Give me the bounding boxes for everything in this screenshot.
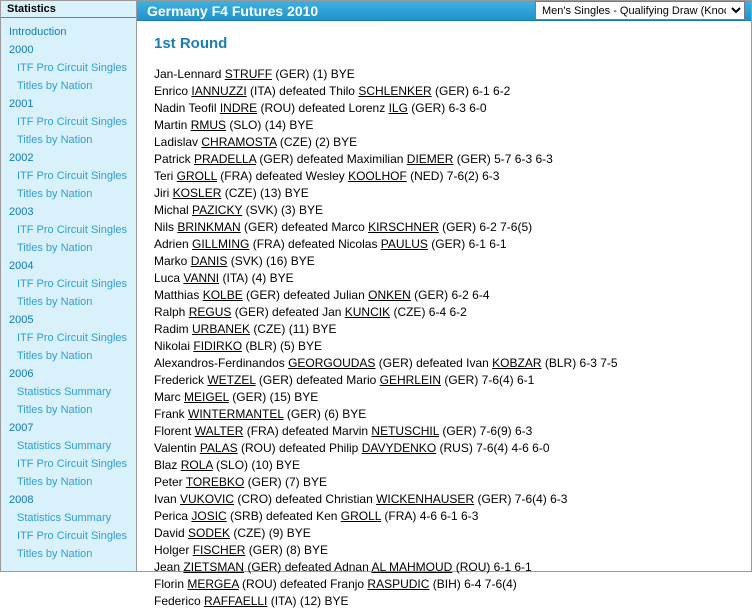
match-row <box>151 440 751 457</box>
match-row <box>151 202 751 219</box>
sidebar-item-label: Introduction <box>9 26 67 38</box>
match-text: (SLO) (10) BYE <box>212 458 301 472</box>
match-text: (GER) defeated Julian <box>242 288 369 302</box>
match-text: (CRO) defeated Christian <box>234 492 377 506</box>
match-score: (GER) 7-6(4) 6-1 <box>441 373 535 387</box>
sidebar-item[interactable] <box>1 545 136 563</box>
match-text: (CZE) (2) BYE <box>276 135 358 149</box>
sidebar-item-label: ITF Pro Circuit Singles <box>17 278 128 290</box>
sidebar-item-label: Titles by Nation <box>17 404 93 416</box>
match-row <box>151 117 751 134</box>
player-link[interactable]: RASPUDIC <box>367 577 430 591</box>
match-text: (BLR) (5) BYE <box>242 339 323 353</box>
sidebar-item-label: Statistics Summary <box>17 512 112 524</box>
sidebar-item-label: ITF Pro Circuit Singles <box>17 62 128 74</box>
player-link[interactable]: KOSLER <box>172 186 222 200</box>
match-row <box>151 168 751 185</box>
match-text: Nils <box>154 220 178 234</box>
sidebar-item[interactable] <box>1 221 136 239</box>
player-link[interactable]: KOOLHOF <box>348 169 407 183</box>
sidebar-item-label: Statistics Summary <box>17 440 112 452</box>
match-text: Martin <box>154 118 191 132</box>
match-row <box>151 151 751 168</box>
match-text: Holger <box>154 543 193 557</box>
match-text: Frank <box>154 407 189 421</box>
match-row <box>151 236 751 253</box>
match-text: Adrien <box>154 237 193 251</box>
match-text: Nikolai <box>154 339 194 353</box>
sidebar-item[interactable] <box>1 95 136 113</box>
sidebar-item-label: 2002 <box>9 152 34 164</box>
player-link[interactable]: CHRAMOSTA <box>201 135 277 149</box>
sidebar-item-label: Titles by Nation <box>17 350 93 362</box>
match-row <box>151 576 751 593</box>
match-row <box>151 525 751 542</box>
match-row <box>151 355 751 372</box>
sidebar-item[interactable] <box>1 239 136 257</box>
match-text: (GER) (7) BYE <box>244 475 327 489</box>
sidebar-item[interactable] <box>1 293 136 311</box>
player-link[interactable]: DANIS <box>190 254 228 268</box>
match-score: (BLR) 6-3 7-5 <box>541 356 618 370</box>
match-text: (FRA) defeated Nicolas <box>249 237 381 251</box>
sidebar-item-label: Titles by Nation <box>17 134 93 146</box>
sidebar-item[interactable] <box>1 347 136 365</box>
sidebar-item-label: 2001 <box>9 98 34 110</box>
match-text: (CZE) (9) BYE <box>230 526 311 540</box>
match-text: Jean <box>154 560 184 574</box>
sidebar-item[interactable] <box>1 203 136 221</box>
player-link[interactable]: IANNUZZI <box>191 84 247 98</box>
match-text: (CZE) (13) BYE <box>221 186 309 200</box>
sidebar-item-label: Titles by Nation <box>17 296 93 308</box>
player-link[interactable]: URBANEK <box>192 322 251 336</box>
match-row <box>151 270 751 287</box>
sidebar-item[interactable] <box>1 473 136 491</box>
sidebar-nav-list <box>1 18 136 563</box>
match-score: (CZE) 6-4 6-2 <box>390 305 467 319</box>
match-text: (GER) (15) BYE <box>228 390 319 404</box>
player-link[interactable]: KIRSCHNER <box>368 220 439 234</box>
match-row <box>151 185 751 202</box>
sidebar-item[interactable] <box>1 275 136 293</box>
sidebar-item[interactable] <box>1 401 136 419</box>
sidebar-item[interactable] <box>1 41 136 59</box>
match-text: Jiri <box>154 186 173 200</box>
match-text: (ROU) defeated Franjo <box>238 577 368 591</box>
player-link[interactable]: TOREBKO <box>185 475 245 489</box>
player-link[interactable]: ROLA <box>180 458 213 472</box>
sidebar-item[interactable] <box>1 149 136 167</box>
match-row <box>151 253 751 270</box>
match-row <box>151 457 751 474</box>
match-text: (SVK) (3) BYE <box>242 203 323 217</box>
sidebar-item-label: 2007 <box>9 422 34 434</box>
match-text: (ITA) (12) BYE <box>267 594 349 608</box>
match-score: (GER) 6-2 7-6(5) <box>438 220 533 234</box>
match-text: Ivan <box>154 492 181 506</box>
player-link[interactable]: REGUS <box>188 305 232 319</box>
match-text: Alexandros-Ferdinandos <box>154 356 289 370</box>
match-text: (CZE) (11) BYE <box>250 322 337 336</box>
match-text: Federico <box>154 594 205 608</box>
sidebar-item[interactable] <box>1 509 136 527</box>
sidebar-item[interactable] <box>1 185 136 203</box>
match-text: (FRA) defeated Wesley <box>216 169 349 183</box>
match-row <box>151 508 751 525</box>
sidebar-item-label: ITF Pro Circuit Singles <box>17 224 128 236</box>
sidebar-item[interactable] <box>1 311 136 329</box>
player-link[interactable]: WETZEL <box>207 373 256 387</box>
player-link[interactable]: RAFFAELLI <box>204 594 268 608</box>
sidebar-item[interactable] <box>1 365 136 383</box>
match-text: Perica <box>154 509 192 523</box>
match-text: Teri <box>154 169 177 183</box>
sidebar-header: Statistics <box>1 1 136 18</box>
player-link[interactable]: GEHRLEIN <box>379 373 441 387</box>
sidebar-item-label: ITF Pro Circuit Singles <box>17 458 128 470</box>
player-link[interactable]: SODEK <box>188 526 231 540</box>
match-score: (GER) 6-1 6-1 <box>427 237 507 251</box>
match-row <box>151 134 751 151</box>
sidebar-item-label: 2004 <box>9 260 34 272</box>
player-link[interactable]: SCHLENKER <box>358 84 432 98</box>
match-text: Nadin Teofil <box>154 101 220 115</box>
match-text: (GER) defeated Ivan <box>375 356 493 370</box>
round-title: 1st Round <box>154 35 228 52</box>
match-score: (GER) 5-7 6-3 6-3 <box>453 152 553 166</box>
player-link[interactable]: STRUFF <box>224 67 273 81</box>
match-text: Luca <box>154 271 184 285</box>
draw-content <box>137 21 751 610</box>
player-link[interactable]: AL MAHMOUD <box>371 560 453 574</box>
draw-select[interactable] <box>535 1 745 20</box>
match-row <box>151 559 751 576</box>
sidebar-item-label: 2005 <box>9 314 34 326</box>
player-link[interactable]: ZIETSMAN <box>183 560 245 574</box>
sidebar-item[interactable] <box>1 59 136 77</box>
match-text: Valentin <box>154 441 200 455</box>
match-text: (GER) (8) BYE <box>245 543 329 557</box>
player-link[interactable]: RMUS <box>190 118 227 132</box>
match-text: (SRB) defeated Ken <box>226 509 341 523</box>
match-text: (GER) defeated Marco <box>240 220 369 234</box>
match-text: Florin <box>154 577 188 591</box>
player-link[interactable]: GILLMING <box>192 237 250 251</box>
sidebar-item-label: 2006 <box>9 368 34 380</box>
match-text: Ralph <box>154 305 189 319</box>
sidebar-item-label: Titles by Nation <box>17 548 93 560</box>
player-link[interactable]: PRADELLA <box>194 152 257 166</box>
match-text: (ROU) defeated Lorenz <box>257 101 389 115</box>
player-link[interactable]: NETUSCHIL <box>371 424 439 438</box>
sidebar-item-label: Statistics Summary <box>17 386 112 398</box>
sidebar-item-label: ITF Pro Circuit Singles <box>17 332 128 344</box>
sidebar-item-label: 2008 <box>9 494 34 506</box>
player-link[interactable]: GEORGOUDAS <box>288 356 376 370</box>
match-text: (SVK) (16) BYE <box>227 254 315 268</box>
player-link[interactable]: MEIGEL <box>184 390 229 404</box>
match-text: (GER) (1) BYE <box>272 67 355 81</box>
match-row <box>151 389 751 406</box>
match-score: (GER) 6-3 6-0 <box>407 101 487 115</box>
match-text: (ITA) (4) BYE <box>219 271 294 285</box>
match-text: Marko <box>154 254 191 268</box>
sidebar-item-label: Titles by Nation <box>17 242 93 254</box>
match-text: Blaz <box>154 458 181 472</box>
page-title: Germany F4 Futures 2010 <box>147 2 319 19</box>
match-text: (ROU) defeated Philip <box>237 441 362 455</box>
player-link[interactable]: PAULUS <box>380 237 428 251</box>
match-text: (GER) defeated Adnan <box>244 560 372 574</box>
match-text: Peter <box>154 475 186 489</box>
player-link[interactable]: FIDIRKO <box>193 339 243 353</box>
player-link[interactable]: GROLL <box>176 169 217 183</box>
match-row <box>151 372 751 389</box>
match-row <box>151 491 751 508</box>
sidebar-item-label: Titles by Nation <box>17 80 93 92</box>
sidebar-item[interactable] <box>1 131 136 149</box>
match-row <box>151 304 751 321</box>
player-link[interactable]: JOSIC <box>191 509 227 523</box>
match-text: Michal <box>154 203 193 217</box>
match-score: (GER) 6-2 6-4 <box>410 288 490 302</box>
player-link[interactable]: KOLBE <box>202 288 243 302</box>
match-row <box>151 338 751 355</box>
player-link[interactable]: KUNCIK <box>344 305 391 319</box>
match-text: (GER) defeated Maximilian <box>256 152 407 166</box>
match-score: (BIH) 6-4 7-6(4) <box>429 577 517 591</box>
player-link[interactable]: WALTER <box>194 424 244 438</box>
player-link[interactable]: GROLL <box>340 509 382 523</box>
match-list <box>151 66 751 610</box>
player-link[interactable]: VANNI <box>183 271 220 285</box>
match-score: (GER) 7-6(9) 6-3 <box>438 424 533 438</box>
match-text: Matthias <box>154 288 203 302</box>
match-text: (FRA) defeated Marvin <box>243 424 372 438</box>
match-text: Radim <box>154 322 193 336</box>
sidebar-item[interactable] <box>1 527 136 545</box>
player-link[interactable]: MERGEA <box>187 577 239 591</box>
sidebar-item-label: Titles by Nation <box>17 476 93 488</box>
player-link[interactable]: KOBZAR <box>492 356 542 370</box>
match-row <box>151 287 751 304</box>
player-link[interactable]: BRINKMAN <box>177 220 241 234</box>
match-text: David <box>154 526 189 540</box>
main-content <box>137 1 751 608</box>
player-link[interactable]: WICKENHAUSER <box>376 492 475 506</box>
match-text: Enrico <box>154 84 192 98</box>
match-row <box>151 593 751 610</box>
player-link[interactable]: FISCHER <box>192 543 246 557</box>
player-link[interactable]: ILG <box>388 101 408 115</box>
match-text: Frederick <box>154 373 208 387</box>
match-score: (GER) 6-1 6-2 <box>431 84 511 98</box>
match-row <box>151 474 751 491</box>
player-link[interactable]: DAVYDENKO <box>361 441 437 455</box>
match-row <box>151 423 751 440</box>
match-score: (GER) 7-6(4) 6-3 <box>474 492 568 506</box>
sidebar-item[interactable] <box>1 113 136 131</box>
match-score: (ROU) 6-1 6-1 <box>452 560 532 574</box>
match-row <box>151 542 751 559</box>
sidebar-item-label: ITF Pro Circuit Singles <box>17 530 128 542</box>
player-link[interactable]: PALAS <box>199 441 238 455</box>
player-link[interactable]: WINTERMANTEL <box>188 407 284 421</box>
sidebar-item-label: ITF Pro Circuit Singles <box>17 170 128 182</box>
match-text: (GER) (6) BYE <box>283 407 367 421</box>
sidebar-item-label: 2003 <box>9 206 34 218</box>
match-text: Jan-Lennard <box>154 67 225 81</box>
sidebar-item[interactable] <box>1 491 136 509</box>
sidebar-item-label: ITF Pro Circuit Singles <box>17 116 128 128</box>
player-link[interactable]: VUKOVIC <box>180 492 235 506</box>
match-row <box>151 83 751 100</box>
sidebar-item[interactable] <box>1 257 136 275</box>
match-row <box>151 321 751 338</box>
match-row <box>151 100 751 117</box>
match-score: (RUS) 7-6(4) 4-6 6-0 <box>436 441 550 455</box>
sidebar-item[interactable] <box>1 77 136 95</box>
player-link[interactable]: ONKEN <box>368 288 411 302</box>
match-text: Florent <box>154 424 195 438</box>
sidebar-item[interactable] <box>1 329 136 347</box>
match-text: (SLO) (14) BYE <box>226 118 314 132</box>
sidebar-item-label: Titles by Nation <box>17 188 93 200</box>
match-row <box>151 406 751 423</box>
player-link[interactable]: DIEMER <box>406 152 454 166</box>
sidebar-item[interactable] <box>1 437 136 455</box>
match-text: Ladislav <box>154 135 202 149</box>
match-row <box>151 219 751 236</box>
sidebar-item[interactable] <box>1 383 136 401</box>
match-score: (FRA) 4-6 6-1 6-3 <box>381 509 479 523</box>
sidebar-item[interactable] <box>1 167 136 185</box>
sidebar-item-label: 2000 <box>9 44 34 56</box>
match-text: (ITA) defeated Thilo <box>246 84 359 98</box>
tournament-header-bar <box>137 1 751 21</box>
player-link[interactable]: PAZICKY <box>192 203 243 217</box>
sidebar-item[interactable] <box>1 455 136 473</box>
sidebar <box>1 1 137 571</box>
match-text: (GER) defeated Mario <box>255 373 380 387</box>
match-text: Patrick <box>154 152 195 166</box>
match-score: (NED) 7-6(2) 6-3 <box>406 169 500 183</box>
sidebar-item[interactable] <box>1 23 136 41</box>
match-text: (GER) defeated Jan <box>231 305 345 319</box>
player-link[interactable]: INDRE <box>219 101 258 115</box>
match-row <box>151 66 751 83</box>
match-text: Marc <box>154 390 184 404</box>
sidebar-item[interactable] <box>1 419 136 437</box>
